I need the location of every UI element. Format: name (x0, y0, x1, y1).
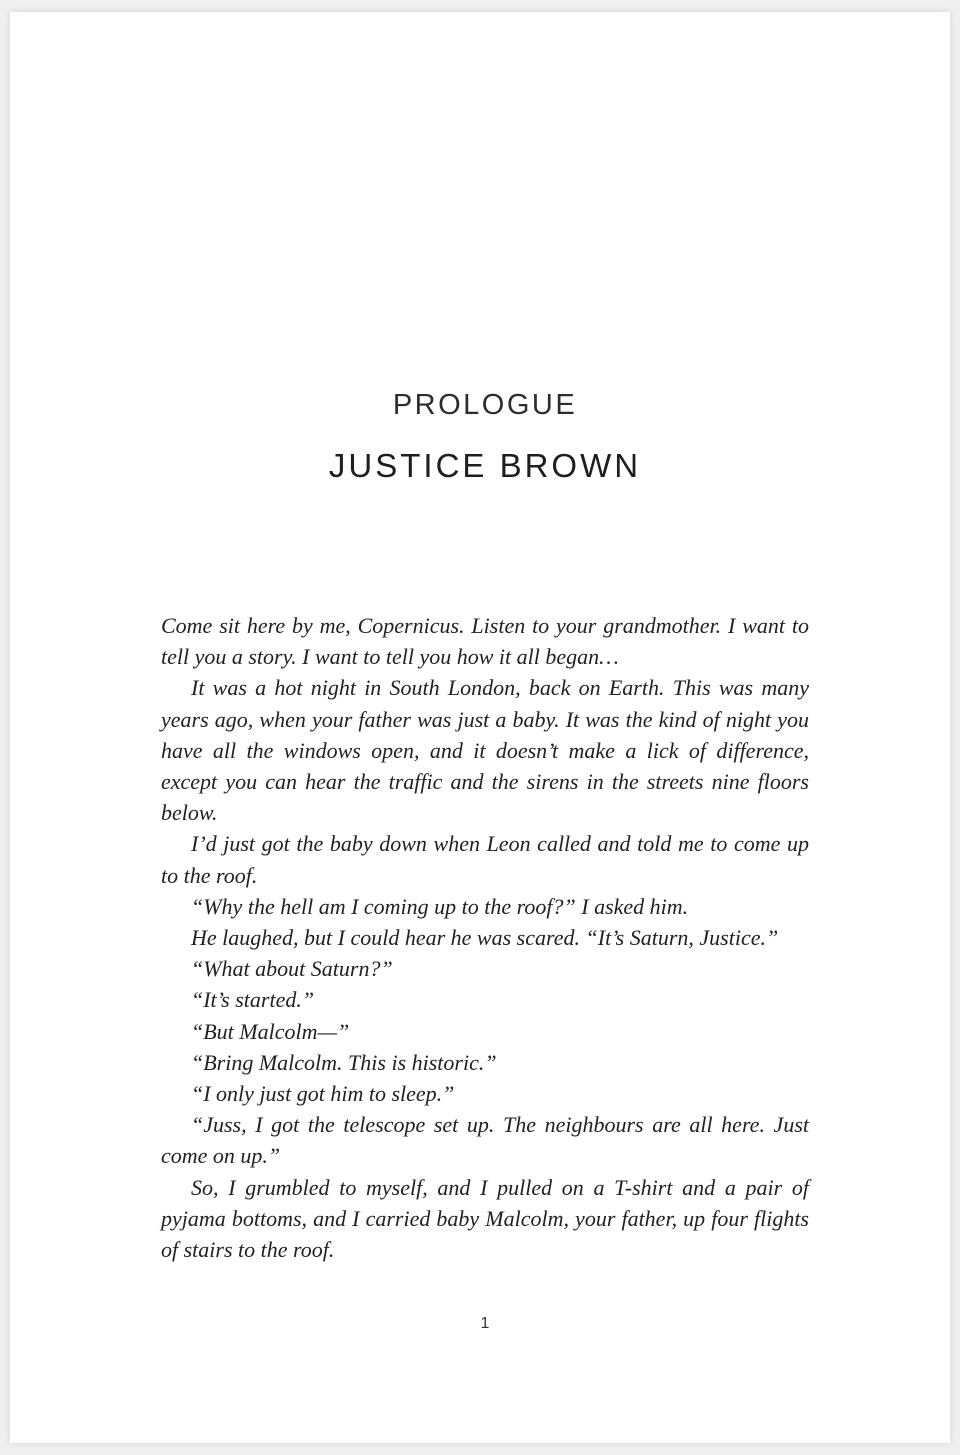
chapter-label: PROLOGUE (392, 389, 578, 421)
paragraph: It was a hot night in South London, back on Earth. This was many years ago, when your father was just a baby. It was the kind of night you have all the windows open, and it doesn’t make a lick of difference, except you can hear the traffic and the sirens in the streets nine floors below. (161, 675, 809, 826)
book-page (10, 12, 950, 1443)
paragraph: “I only just got him to sleep.” (191, 1081, 455, 1107)
paragraph: “It’s started.” (191, 987, 315, 1013)
paragraph: “Bring Malcolm. This is historic.” (191, 1049, 497, 1075)
paragraph: “But Malcolm—” (191, 1018, 350, 1044)
body-text (161, 610, 809, 1265)
paragraph: “Juss, I got the telescope set up. The neighbours are all here. Just come on up.” (161, 1112, 809, 1169)
chapter-title: JUSTICE BROWN (328, 447, 642, 484)
page-number: 1 (480, 1315, 490, 1332)
paragraph: “Why the hell am I coming up to the roof?” I asked him. (191, 893, 689, 919)
paragraph: He laughed, but I could hear he was scared. “It’s Saturn, Justice.” (191, 925, 779, 951)
paragraph: So, I grumbled to myself, and I pulled on a T-shirt and a pair of pyjama bottoms, and I carried baby Malcolm, your father, up four flights of stairs to the roof. (161, 1174, 809, 1263)
paragraph: “What about Saturn?” (191, 956, 393, 982)
paragraph: Come sit here by me, Copernicus. Listen to your grandmother. I want to tell you a story. I want to tell you how it all began… (161, 613, 809, 670)
paragraph: I’d just got the baby down when Leon called and told me to come up to the roof. (161, 831, 809, 888)
